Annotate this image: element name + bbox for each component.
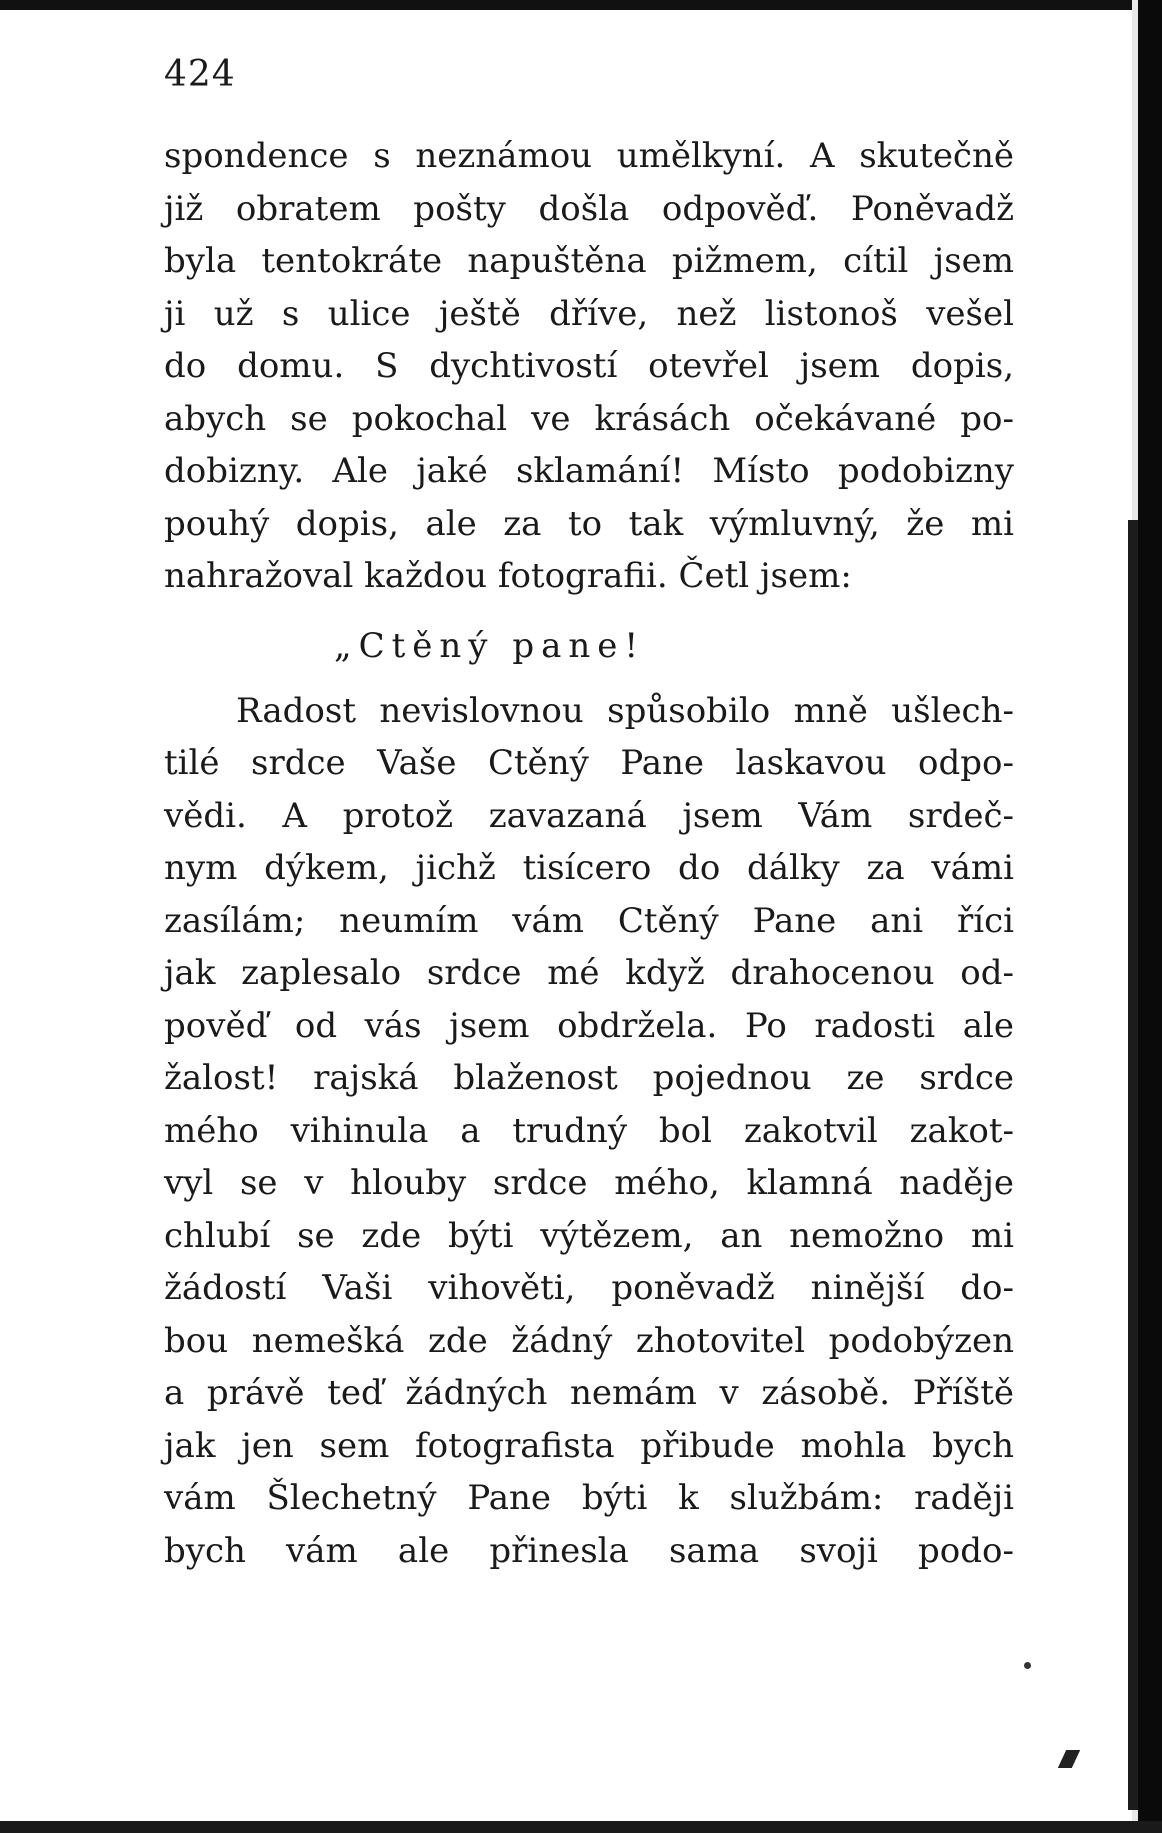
text-line: vyl se v hlouby srdce mého, klamná naděje (164, 1163, 1014, 1203)
text-line: Radost nevislovnou spůsobilo mně ušlech- (236, 690, 1014, 731)
scan-right-edge (1138, 0, 1162, 1833)
text-line: pouhý dopis, ale za to tak výmluvný, že mi (164, 503, 1014, 544)
page-number: 424 (164, 54, 236, 95)
text-line: ji už s ulice ještě dříve, než listonoš vešel (164, 293, 1014, 334)
text-line: jak jen sem fotografista přibude mohla bych (164, 1425, 1014, 1466)
text-line: abych se pokochal ve krásách očekávané po- (164, 398, 1014, 439)
text-line: již obratem pošty došla odpověď. Poněvadž (164, 188, 1014, 229)
text-line: do domu. S dychtivostí otevřel jsem dopis, (164, 346, 1014, 386)
text-line: zasílám; neumím vám Ctěný Pane ani říci (164, 900, 1014, 941)
text-line: žádostí Vaši vihověti, poněvadž ninější do- (164, 1268, 1014, 1308)
text-line: vědi. A protož zavazaná jsem Vám srdeč- (164, 795, 1014, 836)
text-line: a právě teď žádných nemám v zásobě. Příště (164, 1373, 1014, 1413)
paragraph-narrative (164, 130, 1014, 603)
paragraph-letter (164, 685, 1014, 1578)
scan-top-edge (0, 0, 1162, 10)
text-line: bych vám ale přinesla sama svoji podo- (164, 1530, 1014, 1571)
text-line: dobizny. Ale jaké sklamání! Místo podobizny (164, 451, 1014, 491)
scan-speck (1024, 1662, 1031, 1669)
body-text (164, 130, 1014, 1577)
text-line: chlubí se zde býti výtězem, an nemožno mi (164, 1215, 1014, 1256)
scan-right-shadow (1128, 520, 1138, 1810)
text-line: nym dýkem, jichž tisícero do dálky za vámi (164, 848, 1014, 888)
text-line: vám Šlechetný Pane býti k službám: raději (164, 1478, 1014, 1518)
text-line: byla tentokráte napuštěna pižmem, cítil jsem (164, 241, 1014, 281)
scan-bottom-edge (0, 1821, 1162, 1833)
text-line: nahražoval každou fotografii. Četl jsem: (164, 556, 852, 596)
letter-salutation: „Ctěný pane! (334, 625, 646, 666)
text-line: jak zaplesalo srdce mé když drahocenou od- (164, 953, 1014, 993)
text-line: pověď od vás jsem obdržela. Po radosti ale (164, 1005, 1014, 1046)
text-line: bou nemešká zde žádný zhotovitel podobýzen (164, 1320, 1014, 1361)
text-line: tilé srdce Vaše Ctěný Pane laskavou odpo- (164, 743, 1014, 783)
text-line: žalost! rajská blaženost pojednou ze srdce (164, 1058, 1014, 1098)
scan-speck (1058, 1750, 1080, 1768)
text-line: spondence s neznámou umělkyní. A skutečně (164, 136, 1014, 176)
text-line: mého vihinula a trudný bol zakotvil zakot- (164, 1110, 1014, 1151)
